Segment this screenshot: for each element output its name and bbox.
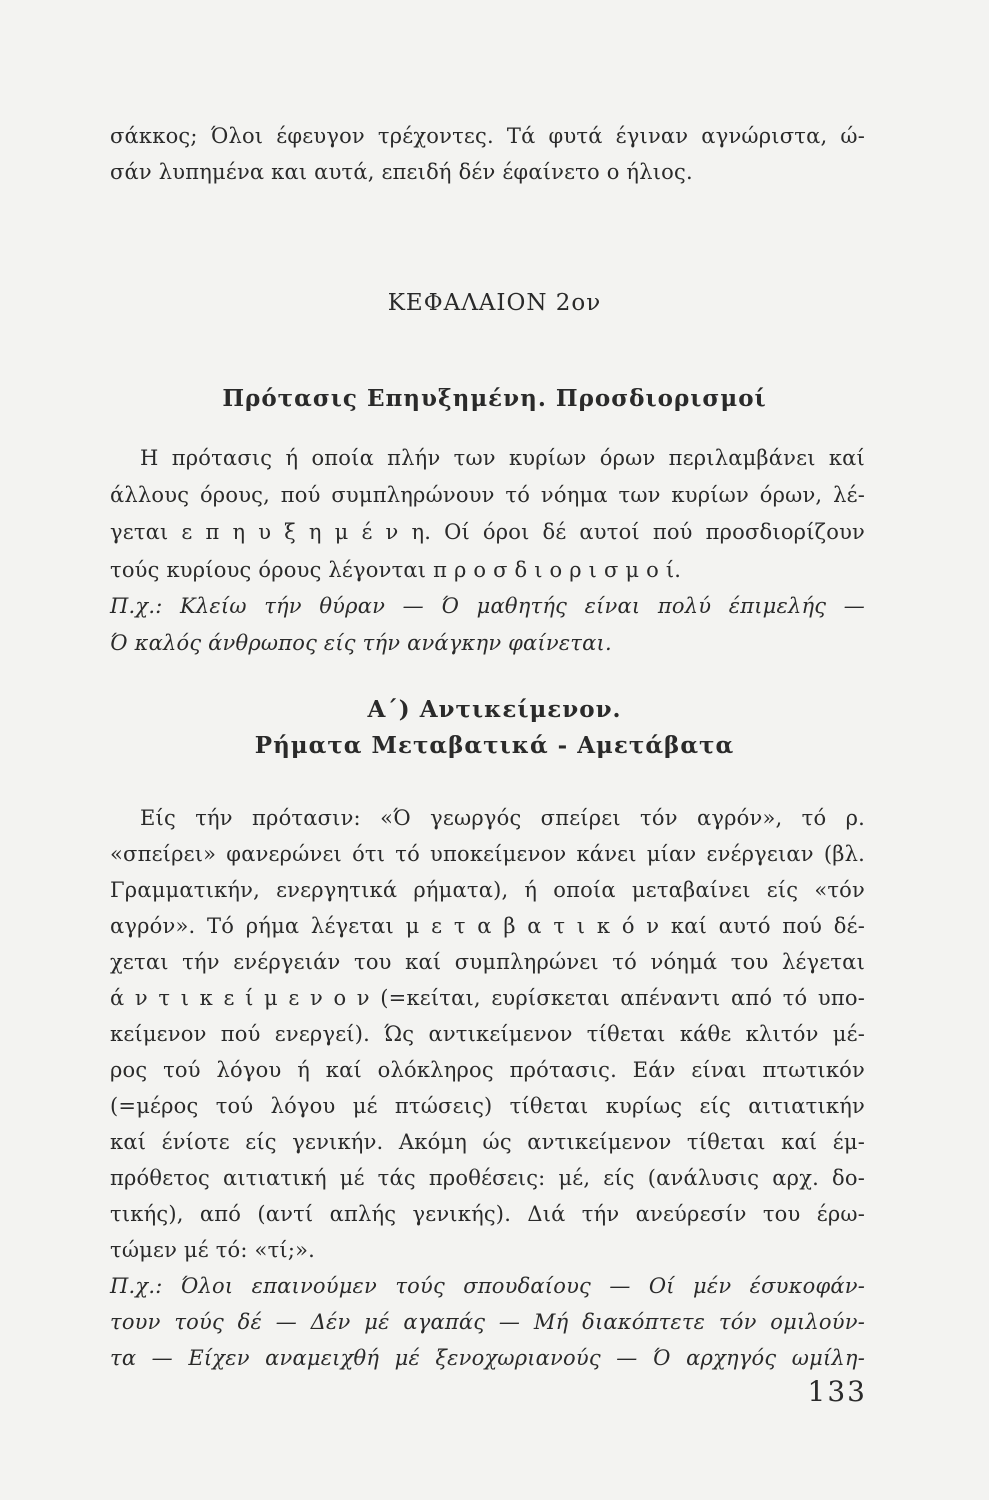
text-line: ρος τού λόγου ή καί ολόκληρος πρότασις. Εάν είναι πτωτικόν [110,1058,865,1082]
text-line: Η πρότασις ή οποία πλήν των κυρίων όρων περιλαμβάνει καί [140,446,865,470]
example-line: τουν τούς δέ — Δέν μέ αγαπάς — Μή διακόπτετε τόν ομιλούν- [110,1310,865,1334]
text-line: (=μέρος τού λόγου μέ πτώσεις) τίθεται κυρίως είς αιτιατικήν [110,1094,865,1118]
text-line: καί ένίοτε είς γενικήν. Ακόμη ώς αντικείμενον τίθεται καί έμ- [110,1130,865,1154]
subheading-verbs: Ρήματα Μεταβατικά - Αμετάβατα [254,732,735,759]
text-line: χεται τήν ενέργειάν του καί συμπληρώνει τό νόημά του λέγεται [110,950,865,974]
page-number: 133 [807,1375,867,1408]
text-line: κείμενον πού ενεργεί). Ώς αντικείμενον τίθεται κάθε κλιτόν μέ- [110,1022,865,1046]
subheading-object: Α΄) Αντικείμενον. [367,696,622,723]
text-line: σάκκος; Όλοι έφευγον τρέχοντες. Τά φυτά έγιναν αγνώριστα, ώ- [110,124,865,148]
text-line: τικής), από (αντί απλής γενικής). Διά τήν ανεύρεσίν του έρω- [110,1202,865,1226]
text-line: άλλους όρους, πού συμπληρώνουν τό νόημα των κυρίων όρων, λέ- [110,483,865,507]
example-line: τα — Είχεν αναμειχθή μέ ξενοχωριανούς — Ό αρχηγός ωμίλη- [110,1346,865,1370]
text-line: τούς κυρίους όρους λέγονται π ρ ο σ δ ι ο ρ ι σ μ ο ί. [110,558,682,582]
text-line: «σπείρει» φανερώνει ότι τό υποκείμενον κάνει μίαν ενέργειαν (βλ. [110,842,865,866]
text-line: Γραμματικήν, ενεργητικά ρήματα), ή οποία μεταβαίνει είς «τόν [110,878,865,902]
text-line: τώμεν μέ τό: «τί;». [110,1238,316,1262]
example-line: Π.χ.: Όλοι επαινούμεν τούς σπουδαίους — Οί μέν έσυκοφάν- [110,1274,865,1298]
chapter-title: ΚΕΦΑΛΑΙΟΝ 2ον [387,290,602,316]
text-line: αγρόν». Τό ρήμα λέγεται μ ε τ α β α τ ι κ ό ν καί αυτό πού δέ- [110,914,865,938]
text-line: πρόθετος αιτιατική μέ τάς προθέσεις: μέ, είς (ανάλυσις αρχ. δο- [110,1166,865,1190]
text-line: σάν λυπημένα και αυτά, επειδή δέν έφαίνετο ο ήλιος. [110,160,693,184]
section-title: Πρότασις Επηυξημένη. Προσδιορισμοί [222,385,767,412]
example-line: Ό καλός άνθρωπος είς τήν ανάγκην φαίνεται. [110,631,612,655]
example-line: Π.χ.: Κλείω τήν θύραν — Ό μαθητής είναι πολύ έπιμελής — [110,594,865,618]
text-line: γεται ε π η υ ξ η μ έ ν η. Οί όροι δέ αυτοί πού προσδιορίζουν [110,520,865,544]
text-line: Είς τήν πρότασιν: «Ό γεωργός σπείρει τόν αγρόν», τό ρ. [140,806,865,830]
text-line: ά ν τ ι κ ε ί μ ε ν ο ν (=κείται, ευρίσκεται απέναντι από τό υπο- [110,986,865,1010]
